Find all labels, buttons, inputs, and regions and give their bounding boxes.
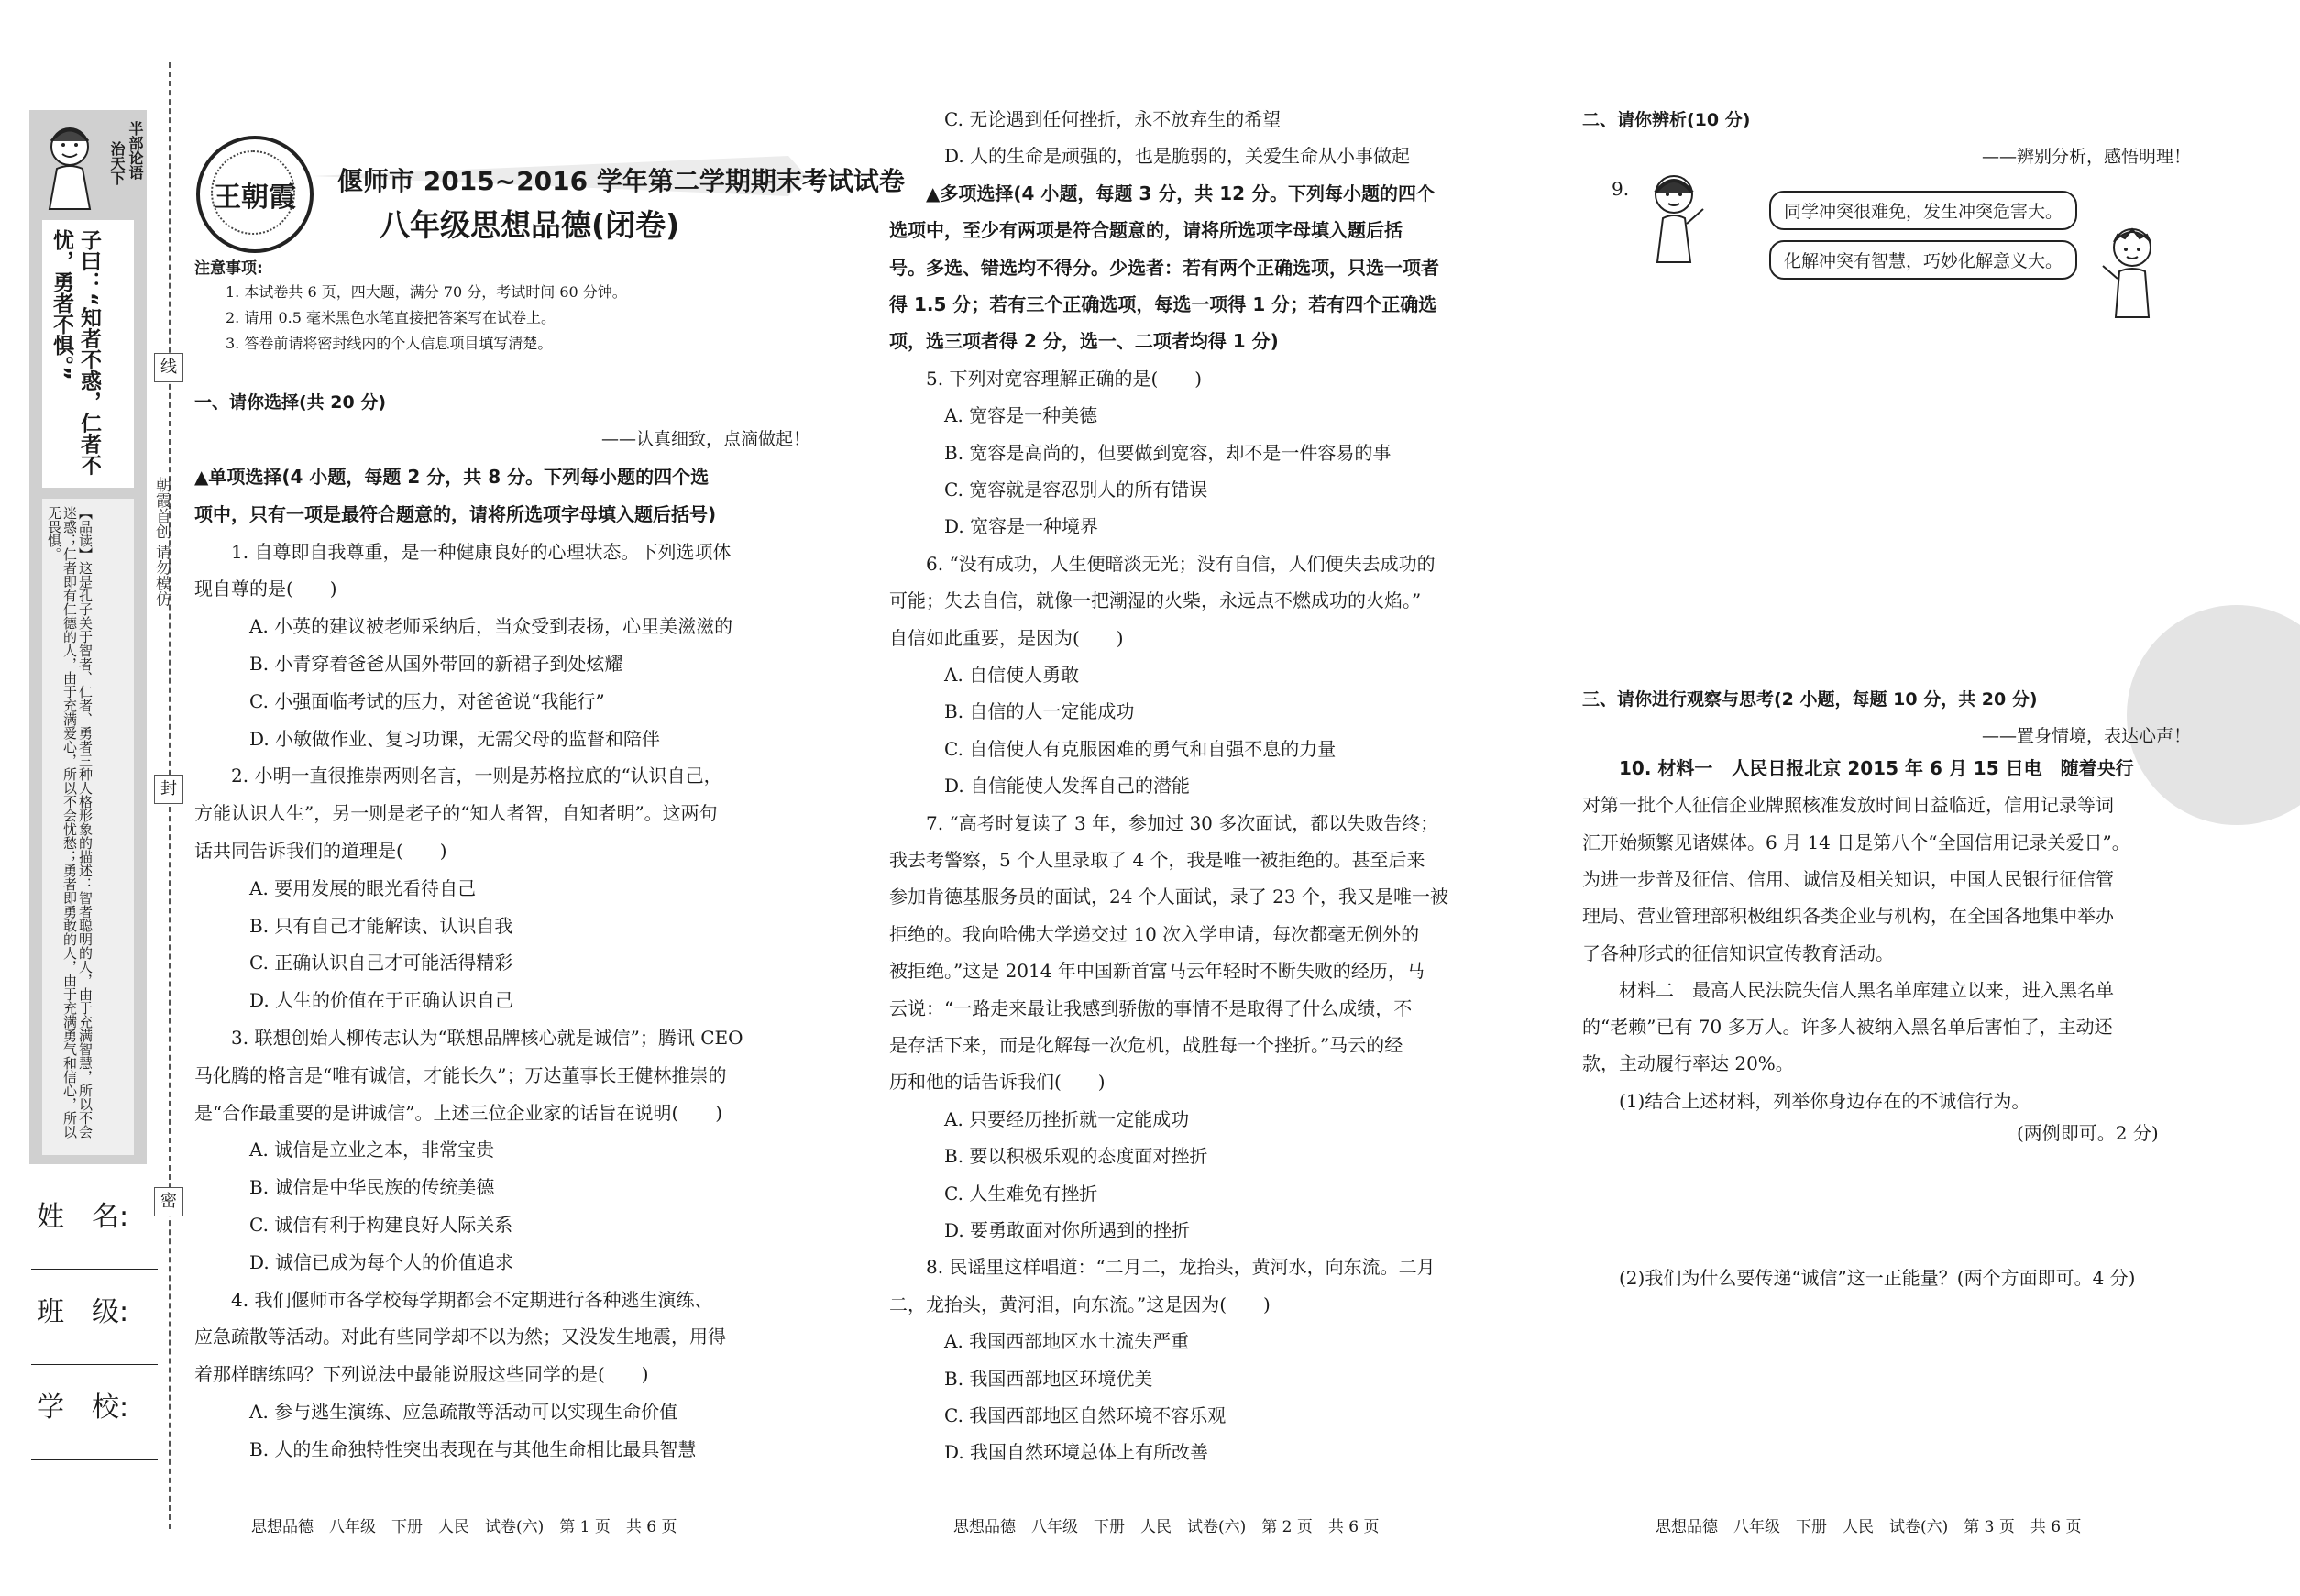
text-line: C. 自信使人有克服困难的勇气和自强不息的力量 [944, 737, 1337, 760]
q10-part2: (2)我们为什么要传递“诚信”这一正能量？(两个方面即可。4 分) [1619, 1267, 2136, 1289]
text-line: C. 小强面临考试的压力，对爸爸说“我能行” [249, 689, 605, 712]
text-line: 3. 联想创始人柳传志认为“联想品牌核心就是诚信”；腾讯 CEO [231, 1027, 743, 1049]
text-line: D. 人的生命是顽强的，也是脆弱的，关爱生命从小事做起 [944, 145, 1411, 168]
text-line: 历和他的话告诉我们( ) [889, 1071, 1106, 1094]
boy-icon [2096, 220, 2169, 321]
text-line: 得 1.5 分；若有三个正确选项，每选一项得 1 分；若有四个正确选 [889, 293, 1437, 315]
text-line: 现自尊的是( ) [194, 578, 337, 600]
text-line: D. 人生的价值在于正确认识自己 [249, 989, 514, 1012]
text-line: 为进一步普及征信、信用、诚信及相关知识，中国人民银行征信管 [1582, 867, 2114, 890]
text-line: (1)结合上述材料，列举你身边存在的不诚信行为。 [1619, 1089, 2030, 1112]
text-line: A. 我国西部地区水土流失严重 [944, 1330, 1190, 1353]
text-line: 2. 小明一直很推崇两则名言，一则是苏格拉底的“认识自己， [231, 765, 722, 787]
text-line: B. 只有自己才能解读、认识自我 [249, 914, 513, 937]
exam-subtitle: 八年级思想品德(闭卷) [380, 207, 680, 243]
text-line: 了各种形式的征信知识宣传教育活动。 [1582, 941, 1894, 964]
sidebar-header [33, 114, 143, 215]
text-line: 是“合作最重要的是讲诚信”。上述三位企业家的话旨在说明( ) [194, 1101, 723, 1124]
binding-words: 朝霞首创 请勿模仿 [152, 477, 171, 607]
speech-bubble-boy: 化解冲突有智慧，巧妙化解意义大。 [1769, 240, 2077, 280]
section-2-motto: ——辨别分析，感悟明理！ [1981, 147, 2191, 167]
text-line: B. 小青穿着爸爸从国外带回的新裙子到处炫耀 [249, 653, 623, 675]
q10-part1-score: (两例即可。2 分) [2017, 1122, 2159, 1144]
text-line: C. 人生难免有挫折 [944, 1182, 1098, 1205]
scholar-icon [39, 119, 101, 211]
text-line: 我去考警察，5 个人里录取了 4 个，我是唯一被拒绝的。甚至后来 [889, 849, 1425, 871]
text-line: 1. 自尊即自我尊重，是一种健康良好的心理状态。下列选项体 [231, 540, 732, 563]
sidebar-panel [29, 110, 147, 1164]
quote-box [42, 220, 134, 488]
commentary-box [42, 499, 134, 1155]
text-line: B. 自信的人一定能成功 [944, 700, 1135, 723]
sidebar-header-line-2: 治天下 [108, 141, 126, 185]
text-line: 7. “高考时复读了 3 年，参加过 30 多次面试，都以失败告终； [926, 811, 1439, 834]
text-line: A. 宽容是一种美德 [944, 404, 1098, 427]
text-line: B. 诚信是中华民族的传统美德 [249, 1176, 495, 1199]
text-line: D. 小敏做作业、复习功课，无需父母的监督和陪伴 [249, 727, 661, 750]
text-line: ▲多项选择(4 小题，每题 3 分，共 12 分。下列每小题的四个 [926, 182, 1435, 204]
text-line: ▲单项选择(4 小题，每题 2 分，共 8 分。下列每小题的四个选 [194, 466, 710, 488]
text-line: 拒绝的。我向哈佛大学递交过 10 次入学申请，每次都毫无例外的 [889, 922, 1420, 945]
text-line: 8. 民谣里这样唱道：“二月二，龙抬头，黄河水，向东流。二月 [926, 1256, 1436, 1279]
binding-mark-2: 封 [154, 775, 183, 804]
text-line: C. 宽容就是容忍别人的所有错误 [944, 479, 1208, 501]
name-line[interactable] [31, 1269, 158, 1270]
text-line: 汇开始频繁见诸媒体。6 月 14 日是第八个“全国信用记录关爱日”。 [1582, 831, 2130, 853]
text-line: B. 要以积极乐观的态度面对挫折 [944, 1145, 1208, 1168]
text-line: 应急疏散等活动。对此有些同学却不以为然；又没发生地震，用得 [194, 1326, 726, 1348]
text-line: C. 我国西部地区自然环境不容乐观 [944, 1404, 1227, 1426]
brand-logo [196, 136, 314, 253]
text-line: C. 正确认识自己才可能活得精彩 [249, 952, 513, 974]
page-3-footer: 思想品德 八年级 下册 人民 试卷(六) 第 3 页 共 6 页 [1656, 1518, 2082, 1536]
text-line: D. 诚信已成为每个人的价值追求 [249, 1250, 514, 1273]
text-line: 号。多选、错选均不得分。少选者：若有两个正确选项，只选一项者 [889, 256, 1439, 279]
exam-title: 偃师市 2015~2016 学年第二学期期末考试试卷 [337, 166, 905, 196]
text-line: A. 自信使人勇敢 [944, 664, 1080, 686]
note-2: 2. 请用 0.5 毫米黑色水笔直接把答案写在试卷上。 [226, 309, 556, 326]
section-2-title: 二、请你辨析(10 分) [1582, 110, 1751, 130]
text-line: A. 要用发展的眼光看待自己 [249, 876, 477, 899]
school-label: 学 校: [37, 1392, 129, 1424]
text-line: 项，选三项者得 2 分，选一、二项者均得 1 分) [889, 330, 1279, 353]
confucius-quote: 子曰：“知者不惑，仁者不忧，勇者不惧。” [50, 229, 101, 476]
page-2-footer: 思想品德 八年级 下册 人民 试卷(六) 第 2 页 共 6 页 [953, 1518, 1380, 1536]
notes-title: 注意事项: [194, 259, 263, 278]
text-line: 6. “没有成功，人生便暗淡无光；没有自信，人们便失去成功的 [926, 552, 1436, 575]
text-line: D. 宽容是一种境界 [944, 515, 1099, 538]
binding-mark-1: 线 [154, 353, 183, 382]
text-line: 可能；失去自信，就像一把潮湿的火柴，永远点不燃成功的火焰。” [889, 589, 1422, 612]
text-line: A. 只要经历挫折就一定能成功 [944, 1107, 1190, 1130]
text-line: 材料二 最高人民法院失信人黑名单库建立以来，进入黑名单 [1619, 978, 2114, 1001]
text-line: D. 我国自然环境总体上有所改善 [944, 1441, 1209, 1464]
text-line: 二，龙抬头，黄河泪，向东流。”这是因为( ) [889, 1293, 1271, 1315]
text-line: 云说：“一路走来最让我感到骄傲的事情不是取得了什么成绩，不 [889, 996, 1413, 1019]
school-line[interactable] [31, 1459, 158, 1460]
note-3: 3. 答卷前请将密封线内的个人信息项目填写清楚。 [226, 335, 553, 352]
text-line: B. 宽容是高尚的，但要做到宽容，却不是一件容易的事 [944, 441, 1392, 464]
text-line: 马化腾的格言是“唯有诚信，才能长久”；万达董事长王健林推崇的 [194, 1063, 727, 1086]
text-line: 话共同告诉我们的道理是( ) [194, 840, 447, 862]
text-line: 着那样瞎练吗？下列说法中最能说服这些同学的是( ) [194, 1363, 649, 1386]
class-label: 班 级: [37, 1296, 129, 1328]
text-line: B. 人的生命独特性突出表现在与其他生命相比最具智慧 [249, 1437, 697, 1460]
text-line: D. 自信能使人发挥自己的潜能 [944, 775, 1191, 798]
watermark-seal [2127, 605, 2300, 825]
page-1-footer: 思想品德 八年级 下册 人民 试卷(六) 第 1 页 共 6 页 [251, 1518, 677, 1536]
section-3-motto: ——置身情境，表达心声！ [1981, 726, 2191, 746]
text-line: 的“老赖”已有 70 多万人。许多人被纳入黑名单后害怕了，主动还 [1582, 1016, 2113, 1039]
text-line: C. 无论遇到任何挫折，永不放弃生的希望 [944, 108, 1282, 130]
section-1-title: 一、请你选择(共 20 分) [194, 392, 387, 413]
text-line: 5. 下列对宽容理解正确的是( ) [926, 367, 1203, 390]
q9-number: 9. [1612, 178, 1630, 200]
text-line: 被拒绝。”这是 2014 年中国新首富马云年轻时不断失败的经历，马 [889, 960, 1425, 983]
text-line: C. 诚信有利于构建良好人际关系 [249, 1214, 513, 1236]
sidebar-header-line-1: 半部论语 [127, 121, 144, 180]
text-line: 自信如此重要，是因为( ) [889, 626, 1124, 649]
text-line: A. 小英的建议被老师采纳后，当众受到表扬，心里美滋滋的 [249, 615, 733, 638]
binding-mark-3: 密 [154, 1187, 183, 1216]
text-line: B. 我国西部地区环境优美 [944, 1367, 1153, 1390]
text-line: 理局、营业管理部积极组织各类企业与机构，在全国各地集中举办 [1582, 905, 2114, 928]
text-line: 项中，只有一项是最符合题意的，请将所选项字母填入题后括号) [194, 502, 717, 525]
text-line: 对第一批个人征信企业牌照核准发放时间日益临近，信用记录等词 [1582, 794, 2114, 817]
text-line: D. 要勇敢面对你所遇到的挫折 [944, 1219, 1191, 1241]
girl-icon [1637, 165, 1711, 266]
text-line: A. 参与逃生演练、应急疏散等活动可以实现生命价值 [249, 1401, 678, 1423]
text-line: 方能认识人生”，另一则是老子的“知人者智，自知者明”。这两句 [194, 802, 718, 825]
text-line: A. 诚信是立业之本，非常宝贵 [249, 1139, 495, 1161]
text-line: 10. 材料一 人民日报北京 2015 年 6 月 15 日电 随着央行 [1619, 757, 2134, 779]
text-line: 参加肯德基服务员的面试，24 个人面试，录了 23 个，我又是唯一被 [889, 886, 1448, 908]
class-line[interactable] [31, 1364, 158, 1365]
speech-bubble-girl: 同学冲突很难免，发生冲突危害大。 [1769, 191, 2077, 230]
commentary-text: 【品读】这是孔子关于智者、仁者、勇者三种人格形象的描述：智者聪明的人，由于充满智慧，所以不会迷惑；仁者即有仁德的人，由于充满爱心，所以不会忧愁；勇者即勇敢的人，由于充满勇气和信心，所以无畏惧。 [46, 506, 94, 1139]
text-line: 4. 我们偃师市各学校每学期都会不定期进行各种逃生演练、 [231, 1288, 713, 1311]
section-3-title: 三、请你进行观察与思考(2 小题，每题 10 分，共 20 分) [1582, 689, 2038, 710]
text-line: 是存活下来，而是化解每一次危机，战胜每一个挫折。”马云的经 [889, 1034, 1403, 1056]
section-1-motto: ——认真细致，点滴做起！ [600, 429, 810, 449]
name-label: 姓 名: [37, 1201, 129, 1233]
text-line: 款，主动履行率达 20%。 [1582, 1052, 1794, 1075]
note-1: 1. 本试卷共 6 页，四大题，满分 70 分，考试时间 60 分钟。 [226, 283, 627, 301]
logo-text: 王朝霞 [214, 182, 296, 214]
text-line: 选项中，至少有两项是符合题意的，请将所选项字母填入题后括 [889, 219, 1403, 242]
